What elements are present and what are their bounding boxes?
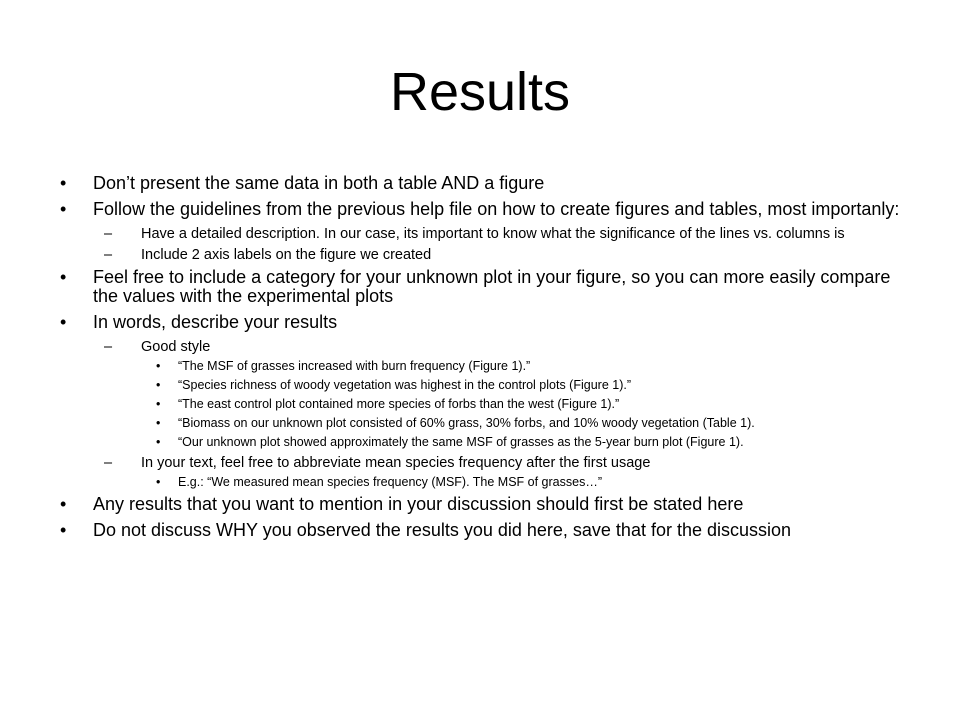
example-item <box>60 398 910 411</box>
slide-title: Results <box>389 62 571 122</box>
example-item <box>60 436 910 449</box>
bullet-marker: • <box>60 520 67 540</box>
small-bullet-marker: • <box>156 378 161 392</box>
bullet-marker: • <box>60 312 67 332</box>
bullet-item <box>60 521 910 540</box>
bullet-marker: • <box>60 267 67 287</box>
example-text: “Species richness of woody vegetation was highest in the control plots (Figure 1).” <box>178 378 632 392</box>
bullet-marker: • <box>60 494 67 514</box>
sub-bullet-text: In your text, feel free to abbreviate mean species frequency after the first usage <box>141 455 651 471</box>
bullet-item <box>60 268 910 306</box>
sub-bullet-item <box>60 247 910 263</box>
dash-marker: – <box>104 455 113 471</box>
slide-body <box>60 174 910 547</box>
dash-marker: – <box>104 339 113 355</box>
small-bullet-marker: • <box>156 397 161 411</box>
bullet-text: Feel free to include a category for your unknown plot in your figure, so you can more easily compare the values with the experimental plots <box>93 267 891 306</box>
bullet-text: Don’t present the same data in both a table AND a figure <box>93 173 545 193</box>
sub-bullet-text: Good style <box>141 339 211 355</box>
bullet-item <box>60 174 910 193</box>
bullet-marker: • <box>60 199 67 219</box>
sub-bullet-item <box>60 455 910 471</box>
example-text: “Our unknown plot showed approximately the same MSF of grasses as the 5-year burn plot (Figure 1). <box>178 435 744 449</box>
bullet-marker: • <box>60 173 67 193</box>
small-bullet-marker: • <box>156 435 161 449</box>
example-item <box>60 476 910 489</box>
bullet-text: Do not discuss WHY you observed the results you did here, save that for the discussion <box>93 520 792 540</box>
example-item <box>60 360 910 373</box>
example-text: “The MSF of grasses increased with burn frequency (Figure 1).” <box>178 359 531 373</box>
bullet-item <box>60 200 910 219</box>
bullet-item <box>60 313 910 332</box>
sub-bullet-item <box>60 339 910 355</box>
example-text: “The east control plot contained more species of forbs than the west (Figure 1).” <box>178 397 620 411</box>
example-item <box>60 379 910 392</box>
bullet-text: Any results that you want to mention in your discussion should first be stated here <box>93 494 744 514</box>
bullet-text: In words, describe your results <box>93 312 338 332</box>
sub-bullet-text: Include 2 axis labels on the figure we created <box>141 247 432 263</box>
example-text: “Biomass on our unknown plot consisted of 60% grass, 30% forbs, and 10% woody vegetation (Table 1). <box>178 416 755 430</box>
dash-marker: – <box>104 247 113 263</box>
example-text: E.g.: “We measured mean species frequency (MSF). The MSF of grasses…” <box>178 475 602 489</box>
dash-marker: – <box>104 226 113 242</box>
small-bullet-marker: • <box>156 475 161 489</box>
example-item <box>60 417 910 430</box>
small-bullet-marker: • <box>156 416 161 430</box>
bullet-text: Follow the guidelines from the previous help file on how to create figures and tables, most importanly: <box>93 199 900 219</box>
sub-bullet-item <box>60 226 910 242</box>
small-bullet-marker: • <box>156 359 161 373</box>
bullet-item <box>60 495 910 514</box>
sub-bullet-text: Have a detailed description. In our case, its important to know what the significance of the lines vs. columns is <box>141 226 845 242</box>
